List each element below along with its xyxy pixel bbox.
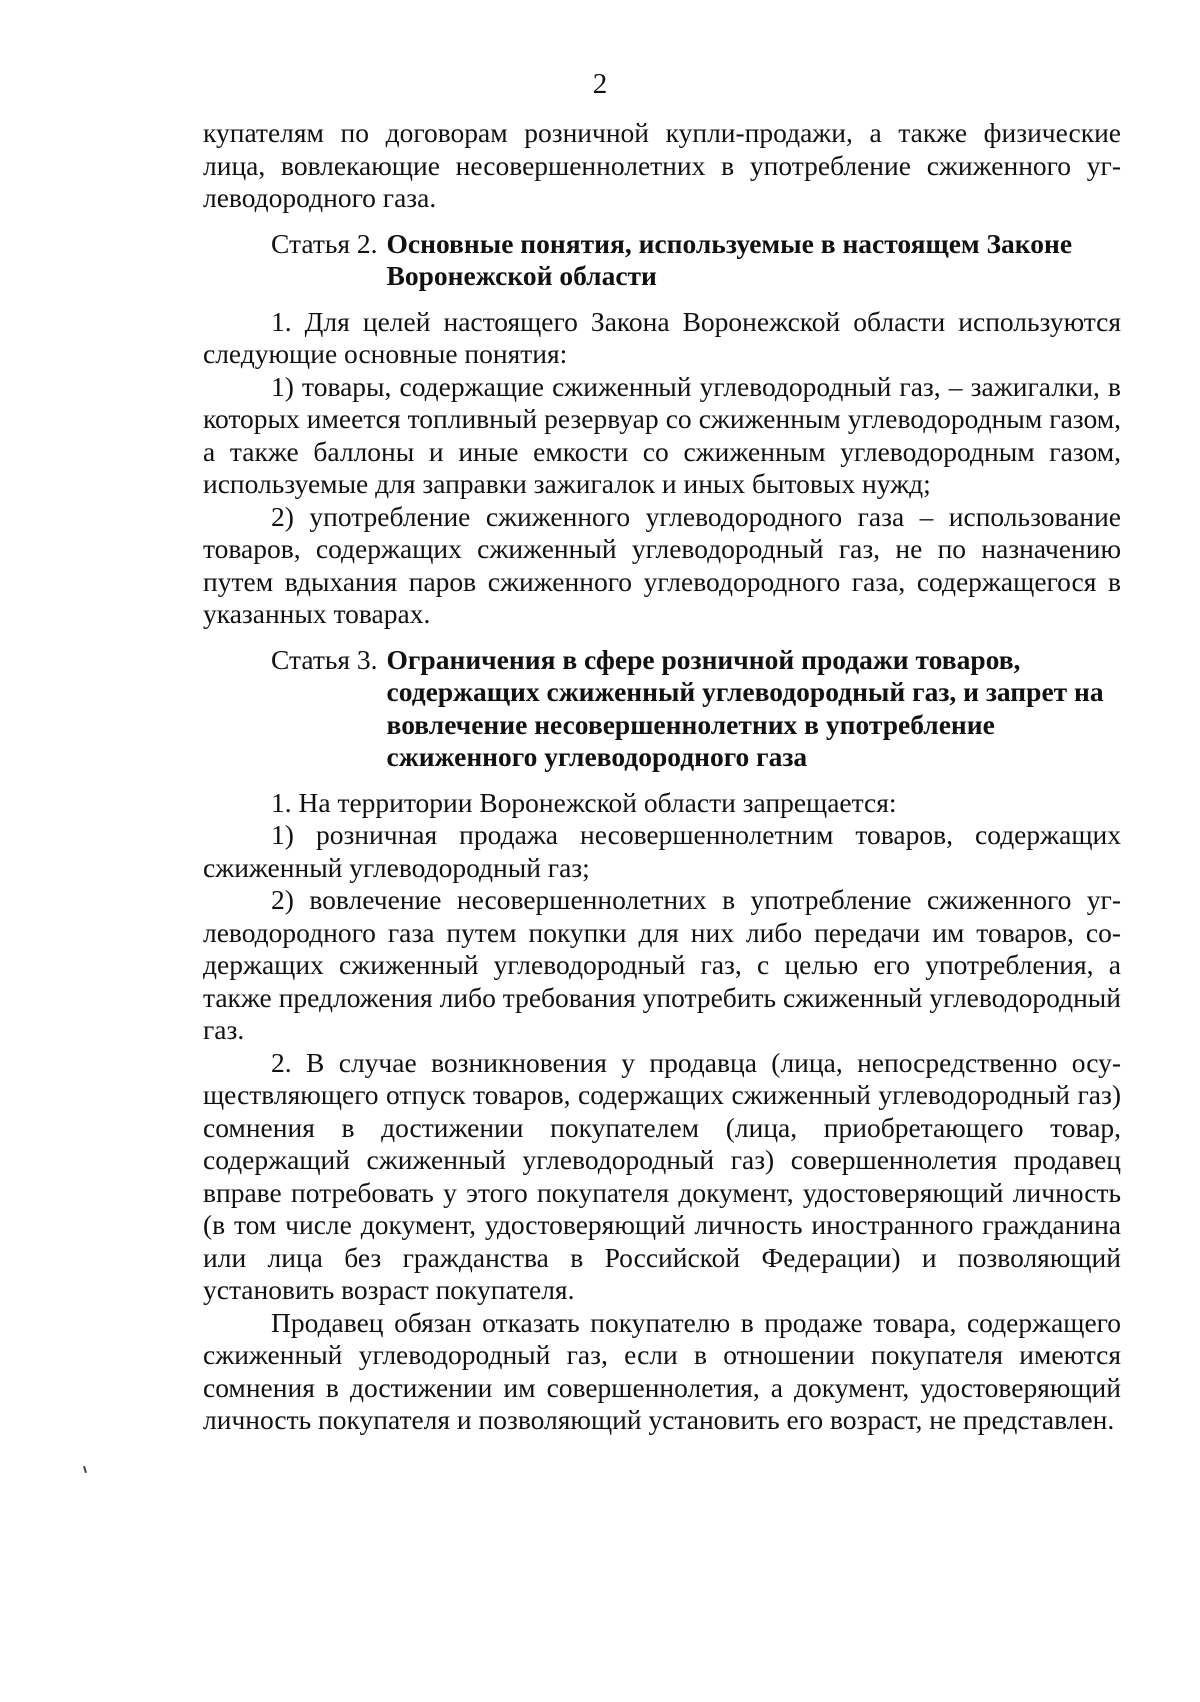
paragraph: 2) вовлечение несовершеннолетних в употребление сжиженного углеводородного газа путем покупки для них либо передачи им товаров, содержащих сжиженный углеводородный газ, с целью его употребления, а также предложения либо требования употребить сжиженный углеводородный газ.: [203, 884, 1121, 1045]
article-3-heading: [271, 644, 1121, 774]
paragraph: 2. В случае возникновения у продавца (лица, непосредственно осуществляющего отпуск товаров, содержащих сжиженный углеводородный газ) сомнения в достижении покупателем (лица, приобретающего товар, содержащий сжиженный углеводородный газ) совершеннолетия продавец вправе потребовать у этого покупателя документ, удостоверяющий личность (в том числе документ, удостоверяющий личность иностранного гражданина или лица без гражданства в Российской Федерации) и позволяющий установить возраст покупателя.: [203, 1046, 1121, 1305]
paragraph-continuation: купателям по договорам розничной купли-продажи, а также физические лица, вовлекающие несовершеннолетних в употребление сжиженного углеводородного газа.: [203, 117, 1121, 213]
article-title: Основные понятия, используемые в настоящем Законе Воронежской области: [386, 227, 1073, 291]
article-2-heading: [271, 228, 1121, 293]
article-title: Ограничения в сфере розничной продажи товаров, содержащих сжиженный углеводородный газ, и запрет на вовлечение несовершеннолетних в употребление сжиженного углеводородного газа: [386, 643, 1104, 772]
paragraph: 1. Для целей настоящего Закона Воронежской области используются следующие основные понятия:: [203, 305, 1121, 369]
paragraph: 1) розничная продажа несовершеннолетним товаров, содержащих сжиженный углеводородный газ;: [203, 819, 1121, 883]
paragraph: 2) употребление сжиженного углеводородного газа – использование товаров, содержащих сжиженный углеводородный газ, не по назначению путем вдыхания паров сжиженного углеводородного газа, содержащегося в указанных товарах.: [203, 500, 1121, 629]
paragraph: Продавец обязан отказать покупателю в продаже товара, содержащего сжиженный углеводородный газ, если в отношении покупателя имеются сомнения в достижении им совершеннолетия, а документ, удостоверяющий личность покупателя и позволяющий установить его возраст, не представлен.: [203, 1306, 1121, 1435]
page-number: 2: [592, 68, 608, 100]
document-body: [203, 117, 1121, 1437]
scan-artifact: [83, 1466, 87, 1473]
paragraph: 1. На территории Воронежской области запрещается:: [271, 786, 897, 818]
article-label: Статья 2.: [271, 227, 378, 259]
article-label: Статья 3.: [271, 643, 378, 675]
paragraph: 1) товары, содержащие сжиженный углеводородный газ, – зажигалки, в которых имеется топливный резервуар со сжиженным углеводородным газом, а также баллоны и иные емкости со сжиженным углеводородным газом, используемые для заправки зажигалок и иных бытовых нужд;: [203, 370, 1121, 499]
